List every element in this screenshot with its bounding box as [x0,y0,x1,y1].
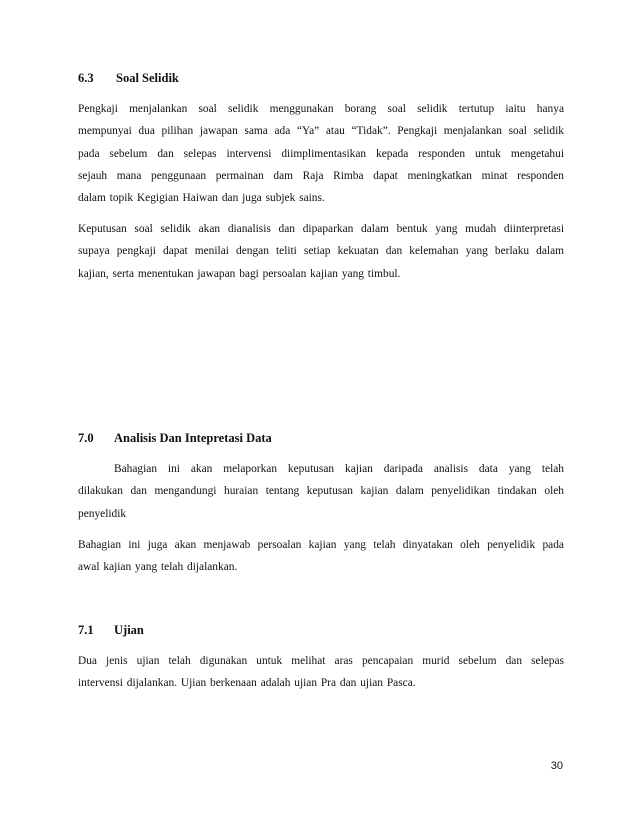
paragraph-line: dalam topik Kegigian Haiwan dan juga subjek sains. [78,192,325,205]
paragraph-line: pada sebelum dan selepas intervensi diimplimentasikan kepada responden untuk mengetahui [78,147,564,160]
section-number: 7.1 [78,623,94,637]
paragraph-soal-selidik-2 [78,218,564,285]
section-heading-6-3 [78,71,179,86]
paragraph-line: Bahagian ini juga akan menjawab persoalan kajian yang telah dinyatakan oleh penyelidik pada [78,539,564,551]
paragraph-ujian [78,650,564,695]
section-title: Analisis Dan Intepretasi Data [114,431,272,445]
section-title: Ujian [114,623,144,637]
paragraph-line: kajian, serta menentukan jawapan bagi persoalan kajian yang timbul. [78,267,401,280]
section-number: 7.0 [78,431,94,445]
paragraph-line: sejauh mana penggunaan permainan dam Raja Rimba dapat meningkatkan minat responden [78,169,564,182]
paragraph-line: penyelidik [78,507,127,520]
paragraph-line: Dua jenis ujian telah digunakan untuk melihat aras pencapaian murid sebelum dan selepas [78,655,564,667]
section-number: 6.3 [78,71,94,85]
section-heading-7-1 [78,623,144,638]
paragraph-line: supaya pengkaji dapat menilai dengan teliti setiap kekuatan dan kelemahan yang berlaku dalam [78,245,564,258]
paragraph-line: mempunyai dua pilihan jawapan sama ada “Ya” atau “Tidak”. Pengkaji menjalankan soal selidik [78,125,564,138]
page-number: 30 [550,760,563,772]
paragraph-line: Pengkaji menjalankan soal selidik menggunakan borang soal selidik tertutup iaitu hanya [78,103,564,115]
paragraph-line: Keputusan soal selidik akan dianalisis dan dipaparkan dalam bentuk yang mudah diinterpretasi [78,223,564,235]
paragraph-analisis-1 [78,458,564,525]
section-title: Soal Selidik [116,71,179,85]
section-heading-7-0 [78,431,272,446]
paragraph-line: dilakukan dan mengandungi huraian tentang keputusan kajian dalam penyelidikan tindakan oleh [78,485,564,498]
paragraph-line: Bahagian ini akan melaporkan keputusan kajian daripada analisis data yang telah [114,463,564,475]
paragraph-line: intervensi dijalankan. Ujian berkenaan adalah ujian Pra dan ujian Pasca. [78,677,416,690]
paragraph-analisis-2 [78,534,564,579]
paragraph-line: awal kajian yang telah dijalankan. [78,561,238,574]
paragraph-soal-selidik-1 [78,98,564,209]
